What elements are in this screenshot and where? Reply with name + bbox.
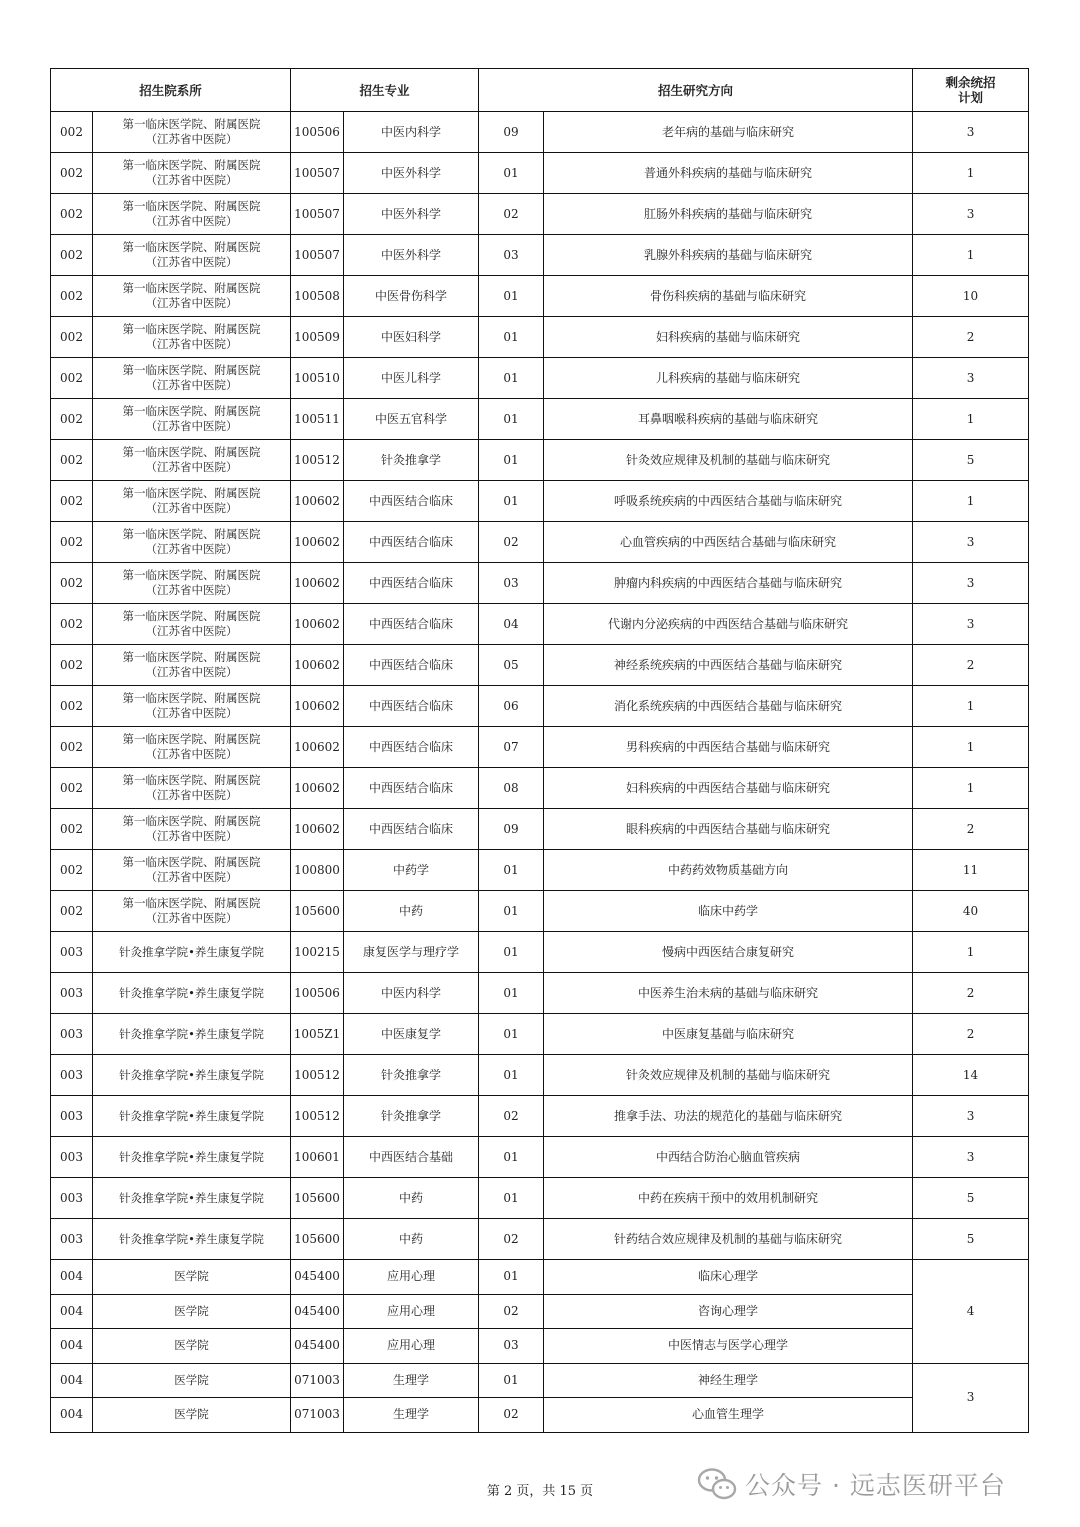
direction-name: 妇科疾病的中西医结合基础与临床研究 bbox=[544, 768, 913, 809]
major-name: 中药学 bbox=[344, 850, 479, 891]
direction-name: 消化系统疾病的中西医结合基础与临床研究 bbox=[544, 686, 913, 727]
major-name: 应用心理 bbox=[344, 1260, 479, 1295]
major-name: 中医五官科学 bbox=[344, 399, 479, 440]
plan-count: 3 bbox=[913, 1363, 1029, 1432]
direction-code: 01 bbox=[479, 317, 544, 358]
table-row bbox=[51, 358, 1029, 399]
major-name: 中西医结合临床 bbox=[344, 768, 479, 809]
major-code: 100602 bbox=[291, 522, 344, 563]
table-body bbox=[51, 112, 1029, 1433]
major-code: 100602 bbox=[291, 481, 344, 522]
plan-count: 3 bbox=[913, 358, 1029, 399]
college-code: 002 bbox=[51, 399, 93, 440]
college-code: 002 bbox=[51, 850, 93, 891]
table-row bbox=[51, 1329, 1029, 1364]
plan-count: 2 bbox=[913, 645, 1029, 686]
table-row bbox=[51, 932, 1029, 973]
direction-name: 肛肠外科疾病的基础与临床研究 bbox=[544, 194, 913, 235]
college-code: 002 bbox=[51, 153, 93, 194]
major-name: 中药 bbox=[344, 1219, 479, 1260]
plan-count: 3 bbox=[913, 522, 1029, 563]
plan-count: 1 bbox=[913, 235, 1029, 276]
major-name: 中西医结合临床 bbox=[344, 604, 479, 645]
college-code: 003 bbox=[51, 1137, 93, 1178]
college-name: 第一临床医学院、附属医院 （江苏省中医院） bbox=[93, 440, 291, 481]
page-number: 第 2 页，共 15 页 bbox=[486, 1484, 594, 1499]
table-row bbox=[51, 973, 1029, 1014]
major-code: 100602 bbox=[291, 563, 344, 604]
college-name: 针灸推拿学院•养生康复学院 bbox=[93, 1014, 291, 1055]
table-row bbox=[51, 809, 1029, 850]
major-name: 针灸推拿学 bbox=[344, 1055, 479, 1096]
direction-code: 01 bbox=[479, 1055, 544, 1096]
college-name: 医学院 bbox=[93, 1398, 291, 1433]
college-code: 004 bbox=[51, 1260, 93, 1295]
direction-code: 01 bbox=[479, 153, 544, 194]
major-name: 生理学 bbox=[344, 1363, 479, 1398]
college-code: 002 bbox=[51, 276, 93, 317]
direction-code: 01 bbox=[479, 932, 544, 973]
header-plan: 剩余统招 计划 bbox=[913, 69, 1029, 112]
major-name: 中西医结合基础 bbox=[344, 1137, 479, 1178]
table-row bbox=[51, 112, 1029, 153]
direction-code: 01 bbox=[479, 850, 544, 891]
major-code: 100506 bbox=[291, 112, 344, 153]
major-name: 生理学 bbox=[344, 1398, 479, 1433]
plan-count: 10 bbox=[913, 276, 1029, 317]
college-code: 004 bbox=[51, 1363, 93, 1398]
direction-code: 02 bbox=[479, 1219, 544, 1260]
college-name: 第一临床医学院、附属医院 （江苏省中医院） bbox=[93, 276, 291, 317]
college-name: 第一临床医学院、附属医院 （江苏省中医院） bbox=[93, 604, 291, 645]
college-code: 002 bbox=[51, 686, 93, 727]
direction-code: 01 bbox=[479, 276, 544, 317]
college-code: 002 bbox=[51, 727, 93, 768]
major-code: 100601 bbox=[291, 1137, 344, 1178]
major-code: 071003 bbox=[291, 1398, 344, 1433]
college-code: 002 bbox=[51, 112, 93, 153]
plan-count: 3 bbox=[913, 194, 1029, 235]
major-code: 100509 bbox=[291, 317, 344, 358]
table-row bbox=[51, 276, 1029, 317]
college-name: 针灸推拿学院•养生康复学院 bbox=[93, 932, 291, 973]
major-code: 105600 bbox=[291, 1219, 344, 1260]
direction-code: 01 bbox=[479, 399, 544, 440]
table-row bbox=[51, 235, 1029, 276]
plan-count: 2 bbox=[913, 1014, 1029, 1055]
direction-name: 中医养生治未病的基础与临床研究 bbox=[544, 973, 913, 1014]
table-row bbox=[51, 850, 1029, 891]
table-row bbox=[51, 399, 1029, 440]
plan-count: 5 bbox=[913, 440, 1029, 481]
direction-name: 临床中药学 bbox=[544, 891, 913, 932]
direction-name: 咨询心理学 bbox=[544, 1294, 913, 1329]
major-name: 康复医学与理疗学 bbox=[344, 932, 479, 973]
direction-name: 代谢内分泌疾病的中西医结合基础与临床研究 bbox=[544, 604, 913, 645]
major-code: 100511 bbox=[291, 399, 344, 440]
college-name: 第一临床医学院、附属医院 （江苏省中医院） bbox=[93, 522, 291, 563]
college-name: 第一临床医学院、附属医院 （江苏省中医院） bbox=[93, 727, 291, 768]
college-code: 004 bbox=[51, 1398, 93, 1433]
college-name: 第一临床医学院、附属医院 （江苏省中医院） bbox=[93, 194, 291, 235]
direction-name: 中药在疾病干预中的效用机制研究 bbox=[544, 1178, 913, 1219]
direction-name: 针灸效应规律及机制的基础与临床研究 bbox=[544, 440, 913, 481]
watermark bbox=[697, 1464, 1006, 1504]
major-name: 中医儿科学 bbox=[344, 358, 479, 399]
table-row bbox=[51, 194, 1029, 235]
direction-code: 06 bbox=[479, 686, 544, 727]
direction-name: 男科疾病的中西医结合基础与临床研究 bbox=[544, 727, 913, 768]
major-code: 045400 bbox=[291, 1260, 344, 1295]
direction-code: 02 bbox=[479, 1398, 544, 1433]
direction-code: 01 bbox=[479, 358, 544, 399]
major-code: 100510 bbox=[291, 358, 344, 399]
major-name: 针灸推拿学 bbox=[344, 1096, 479, 1137]
direction-name: 临床心理学 bbox=[544, 1260, 913, 1295]
major-name: 中医骨伤科学 bbox=[344, 276, 479, 317]
direction-name: 神经系统疾病的中西医结合基础与临床研究 bbox=[544, 645, 913, 686]
major-name: 中医内科学 bbox=[344, 112, 479, 153]
table-row bbox=[51, 1055, 1029, 1096]
plan-count: 2 bbox=[913, 973, 1029, 1014]
direction-code: 01 bbox=[479, 1137, 544, 1178]
plan-count: 2 bbox=[913, 809, 1029, 850]
direction-name: 呼吸系统疾病的中西医结合基础与临床研究 bbox=[544, 481, 913, 522]
college-name: 针灸推拿学院•养生康复学院 bbox=[93, 1137, 291, 1178]
major-code: 071003 bbox=[291, 1363, 344, 1398]
college-code: 002 bbox=[51, 235, 93, 276]
direction-name: 针药结合效应规律及机制的基础与临床研究 bbox=[544, 1219, 913, 1260]
plan-count: 3 bbox=[913, 563, 1029, 604]
college-name: 医学院 bbox=[93, 1260, 291, 1295]
college-code: 002 bbox=[51, 317, 93, 358]
college-name: 第一临床医学院、附属医院 （江苏省中医院） bbox=[93, 891, 291, 932]
major-name: 中西医结合临床 bbox=[344, 686, 479, 727]
major-name: 中医外科学 bbox=[344, 235, 479, 276]
major-name: 中西医结合临床 bbox=[344, 481, 479, 522]
table-row bbox=[51, 1096, 1029, 1137]
college-code: 002 bbox=[51, 440, 93, 481]
table-row bbox=[51, 153, 1029, 194]
college-code: 003 bbox=[51, 1178, 93, 1219]
table-row bbox=[51, 522, 1029, 563]
table-row bbox=[51, 1260, 1029, 1295]
college-name: 针灸推拿学院•养生康复学院 bbox=[93, 973, 291, 1014]
direction-code: 09 bbox=[479, 809, 544, 850]
direction-name: 耳鼻咽喉科疾病的基础与临床研究 bbox=[544, 399, 913, 440]
major-code: 100507 bbox=[291, 235, 344, 276]
direction-name: 老年病的基础与临床研究 bbox=[544, 112, 913, 153]
table-row bbox=[51, 891, 1029, 932]
plan-count: 1 bbox=[913, 153, 1029, 194]
college-code: 002 bbox=[51, 194, 93, 235]
college-name: 第一临床医学院、附属医院 （江苏省中医院） bbox=[93, 809, 291, 850]
direction-name: 骨伤科疾病的基础与临床研究 bbox=[544, 276, 913, 317]
major-code: 100602 bbox=[291, 809, 344, 850]
direction-code: 01 bbox=[479, 891, 544, 932]
college-name: 针灸推拿学院•养生康复学院 bbox=[93, 1219, 291, 1260]
major-name: 中医外科学 bbox=[344, 153, 479, 194]
major-name: 中医外科学 bbox=[344, 194, 479, 235]
major-name: 应用心理 bbox=[344, 1329, 479, 1364]
college-code: 002 bbox=[51, 604, 93, 645]
direction-code: 01 bbox=[479, 1260, 544, 1295]
plan-count: 1 bbox=[913, 399, 1029, 440]
admission-plan-table bbox=[50, 68, 1029, 1433]
major-code: 100507 bbox=[291, 153, 344, 194]
major-name: 中药 bbox=[344, 1178, 479, 1219]
college-name: 针灸推拿学院•养生康复学院 bbox=[93, 1055, 291, 1096]
direction-name: 推拿手法、功法的规范化的基础与临床研究 bbox=[544, 1096, 913, 1137]
college-code: 003 bbox=[51, 932, 93, 973]
direction-code: 03 bbox=[479, 1329, 544, 1364]
table-row bbox=[51, 1178, 1029, 1219]
major-code: 100602 bbox=[291, 645, 344, 686]
college-code: 003 bbox=[51, 1014, 93, 1055]
plan-count: 14 bbox=[913, 1055, 1029, 1096]
major-code: 100602 bbox=[291, 768, 344, 809]
major-code: 100602 bbox=[291, 686, 344, 727]
plan-count: 3 bbox=[913, 1096, 1029, 1137]
table-row bbox=[51, 563, 1029, 604]
college-name: 针灸推拿学院•养生康复学院 bbox=[93, 1178, 291, 1219]
college-code: 002 bbox=[51, 522, 93, 563]
major-code: 105600 bbox=[291, 891, 344, 932]
table-row bbox=[51, 317, 1029, 358]
direction-code: 03 bbox=[479, 563, 544, 604]
plan-count: 1 bbox=[913, 481, 1029, 522]
major-code: 100508 bbox=[291, 276, 344, 317]
major-code: 105600 bbox=[291, 1178, 344, 1219]
college-name: 第一临床医学院、附属医院 （江苏省中医院） bbox=[93, 112, 291, 153]
college-code: 003 bbox=[51, 1219, 93, 1260]
plan-count: 1 bbox=[913, 727, 1029, 768]
college-code: 003 bbox=[51, 973, 93, 1014]
major-code: 100800 bbox=[291, 850, 344, 891]
college-name: 针灸推拿学院•养生康复学院 bbox=[93, 1096, 291, 1137]
college-code: 004 bbox=[51, 1294, 93, 1329]
college-name: 第一临床医学院、附属医院 （江苏省中医院） bbox=[93, 235, 291, 276]
major-name: 中西医结合临床 bbox=[344, 645, 479, 686]
major-name: 中药 bbox=[344, 891, 479, 932]
college-code: 002 bbox=[51, 481, 93, 522]
plan-count: 4 bbox=[913, 1260, 1029, 1364]
college-code: 002 bbox=[51, 563, 93, 604]
college-name: 第一临床医学院、附属医院 （江苏省中医院） bbox=[93, 481, 291, 522]
direction-code: 09 bbox=[479, 112, 544, 153]
major-code: 045400 bbox=[291, 1294, 344, 1329]
direction-code: 08 bbox=[479, 768, 544, 809]
direction-code: 02 bbox=[479, 194, 544, 235]
plan-count: 3 bbox=[913, 1137, 1029, 1178]
direction-name: 乳腺外科疾病的基础与临床研究 bbox=[544, 235, 913, 276]
direction-name: 普通外科疾病的基础与临床研究 bbox=[544, 153, 913, 194]
college-code: 004 bbox=[51, 1329, 93, 1364]
plan-count: 1 bbox=[913, 686, 1029, 727]
college-name: 第一临床医学院、附属医院 （江苏省中医院） bbox=[93, 358, 291, 399]
major-code: 100507 bbox=[291, 194, 344, 235]
direction-name: 肿瘤内科疾病的中西医结合基础与临床研究 bbox=[544, 563, 913, 604]
direction-code: 01 bbox=[479, 440, 544, 481]
major-code: 1005Z1 bbox=[291, 1014, 344, 1055]
table-row bbox=[51, 1398, 1029, 1433]
major-name: 中医康复学 bbox=[344, 1014, 479, 1055]
direction-code: 03 bbox=[479, 235, 544, 276]
direction-name: 眼科疾病的中西医结合基础与临床研究 bbox=[544, 809, 913, 850]
college-code: 002 bbox=[51, 891, 93, 932]
plan-count: 5 bbox=[913, 1178, 1029, 1219]
college-name: 第一临床医学院、附属医院 （江苏省中医院） bbox=[93, 850, 291, 891]
college-name: 医学院 bbox=[93, 1329, 291, 1364]
direction-name: 妇科疾病的基础与临床研究 bbox=[544, 317, 913, 358]
major-code: 100512 bbox=[291, 1055, 344, 1096]
direction-code: 01 bbox=[479, 481, 544, 522]
major-name: 中西医结合临床 bbox=[344, 727, 479, 768]
major-name: 针灸推拿学 bbox=[344, 440, 479, 481]
college-code: 003 bbox=[51, 1055, 93, 1096]
direction-name: 中医情志与医学心理学 bbox=[544, 1329, 913, 1364]
direction-code: 01 bbox=[479, 1363, 544, 1398]
major-code: 100506 bbox=[291, 973, 344, 1014]
plan-count: 40 bbox=[913, 891, 1029, 932]
table-row bbox=[51, 1137, 1029, 1178]
direction-code: 02 bbox=[479, 1096, 544, 1137]
plan-count: 2 bbox=[913, 317, 1029, 358]
table-row bbox=[51, 1014, 1029, 1055]
direction-name: 中医康复基础与临床研究 bbox=[544, 1014, 913, 1055]
college-name: 第一临床医学院、附属医院 （江苏省中医院） bbox=[93, 768, 291, 809]
table-row bbox=[51, 686, 1029, 727]
table-header-row bbox=[51, 69, 1029, 112]
major-code: 045400 bbox=[291, 1329, 344, 1364]
college-code: 002 bbox=[51, 645, 93, 686]
college-name: 医学院 bbox=[93, 1363, 291, 1398]
watermark-text: 公众号 · 远志医研平台 bbox=[745, 1471, 1006, 1500]
plan-count: 5 bbox=[913, 1219, 1029, 1260]
header-college: 招生院系所 bbox=[51, 69, 291, 112]
college-name: 第一临床医学院、附属医院 （江苏省中医院） bbox=[93, 645, 291, 686]
direction-code: 07 bbox=[479, 727, 544, 768]
table-row bbox=[51, 1363, 1029, 1398]
direction-name: 慢病中西医结合康复研究 bbox=[544, 932, 913, 973]
college-name: 第一临床医学院、附属医院 （江苏省中医院） bbox=[93, 153, 291, 194]
major-code: 100512 bbox=[291, 440, 344, 481]
college-code: 002 bbox=[51, 358, 93, 399]
major-code: 100512 bbox=[291, 1096, 344, 1137]
major-code: 100215 bbox=[291, 932, 344, 973]
direction-name: 中西结合防治心脑血管疾病 bbox=[544, 1137, 913, 1178]
header-major: 招生专业 bbox=[291, 69, 479, 112]
table-row bbox=[51, 440, 1029, 481]
table-row bbox=[51, 604, 1029, 645]
plan-count: 1 bbox=[913, 768, 1029, 809]
plan-count: 1 bbox=[913, 932, 1029, 973]
direction-name: 心血管生理学 bbox=[544, 1398, 913, 1433]
college-name: 医学院 bbox=[93, 1294, 291, 1329]
major-name: 中西医结合临床 bbox=[344, 809, 479, 850]
direction-name: 儿科疾病的基础与临床研究 bbox=[544, 358, 913, 399]
plan-count: 11 bbox=[913, 850, 1029, 891]
college-code: 002 bbox=[51, 768, 93, 809]
plan-count: 3 bbox=[913, 604, 1029, 645]
major-code: 100602 bbox=[291, 727, 344, 768]
major-name: 中西医结合临床 bbox=[344, 522, 479, 563]
college-code: 002 bbox=[51, 809, 93, 850]
college-name: 第一临床医学院、附属医院 （江苏省中医院） bbox=[93, 399, 291, 440]
direction-name: 针灸效应规律及机制的基础与临床研究 bbox=[544, 1055, 913, 1096]
direction-code: 01 bbox=[479, 1014, 544, 1055]
major-name: 中医内科学 bbox=[344, 973, 479, 1014]
direction-code: 02 bbox=[479, 522, 544, 563]
table-row bbox=[51, 645, 1029, 686]
table-row bbox=[51, 768, 1029, 809]
major-code: 100602 bbox=[291, 604, 344, 645]
major-name: 中医妇科学 bbox=[344, 317, 479, 358]
table-row bbox=[51, 1219, 1029, 1260]
direction-code: 02 bbox=[479, 1294, 544, 1329]
major-name: 中西医结合临床 bbox=[344, 563, 479, 604]
plan-count: 3 bbox=[913, 112, 1029, 153]
direction-code: 04 bbox=[479, 604, 544, 645]
college-name: 第一临床医学院、附属医院 （江苏省中医院） bbox=[93, 686, 291, 727]
major-name: 应用心理 bbox=[344, 1294, 479, 1329]
table-row bbox=[51, 481, 1029, 522]
table-row bbox=[51, 727, 1029, 768]
direction-name: 中药药效物质基础方向 bbox=[544, 850, 913, 891]
direction-code: 01 bbox=[479, 1178, 544, 1219]
college-code: 003 bbox=[51, 1096, 93, 1137]
direction-code: 05 bbox=[479, 645, 544, 686]
direction-name: 神经生理学 bbox=[544, 1363, 913, 1398]
direction-name: 心血管疾病的中西医结合基础与临床研究 bbox=[544, 522, 913, 563]
header-direction: 招生研究方向 bbox=[479, 69, 913, 112]
wechat-icon bbox=[697, 1467, 737, 1501]
college-name: 第一临床医学院、附属医院 （江苏省中医院） bbox=[93, 317, 291, 358]
college-name: 第一临床医学院、附属医院 （江苏省中医院） bbox=[93, 563, 291, 604]
direction-code: 01 bbox=[479, 973, 544, 1014]
table-row bbox=[51, 1294, 1029, 1329]
